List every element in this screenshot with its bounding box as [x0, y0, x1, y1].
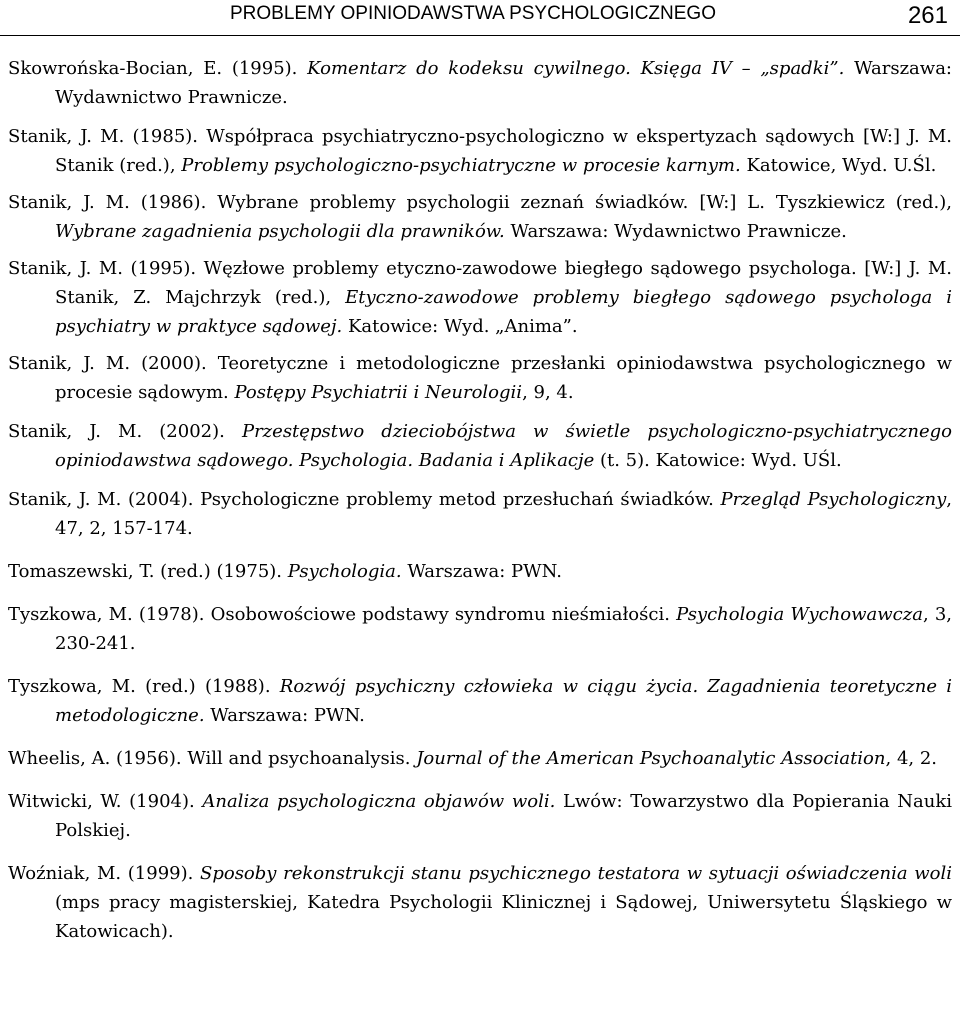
reference-text: Stanik, J. M. (2000). Teoretyczne i metodologiczne przesłanki opiniodawstwa psychologicznego w procesie sądowym.	[8, 353, 952, 403]
reference-text: Tyszkowa, M. (1978). Osobowościowe podstawy syndromu nieśmiałości.	[8, 604, 677, 625]
reference-title-italic: Sposoby rekonstrukcji stanu psychicznego testatora w sytuacji oświadczenia woli	[200, 863, 952, 884]
reference-text: Witwicki, W. (1904).	[8, 791, 203, 812]
reference-entry	[8, 557, 952, 586]
reference-entry	[8, 859, 952, 946]
reference-text: Wheelis, A. (1956). Will and psychoanalysis.	[8, 748, 417, 769]
reference-text: , 9, 4.	[522, 382, 574, 403]
reference-text: Stanik, J. M. (2004). Psychologiczne problemy metod przesłuchań świadków.	[8, 489, 721, 510]
reference-title-italic: Journal of the American Psychoanalytic Association	[416, 748, 886, 769]
reference-title-italic: Etyczno-zawodowe problemy biegłego sądowego psychologa i psychiatry w praktyce sądowej.	[55, 287, 952, 337]
reference-entry	[8, 600, 952, 658]
reference-title-italic: Analiza psychologiczna objawów woli.	[202, 791, 556, 812]
reference-text: Stanik, J. M. (1985). Współpraca psychiatryczno-psychologiczno w ekspertyzach sądowych [W:] J. M. Stanik (red.),	[8, 126, 952, 176]
reference-text: Warszawa: PWN.	[401, 561, 562, 582]
reference-text: Skowrońska-Bocian, E. (1995).	[8, 58, 308, 79]
reference-title-italic: Przegląd Psychologiczny	[720, 489, 947, 510]
reference-entry	[8, 417, 952, 475]
reference-text: , 47, 2, 157-174.	[55, 489, 952, 539]
reference-entry	[8, 54, 952, 112]
reference-entry	[8, 349, 952, 407]
reference-entry	[8, 122, 952, 180]
reference-entry	[8, 744, 952, 773]
reference-text: (t. 5). Katowice: Wyd. UŚl.	[594, 450, 842, 471]
reference-entry	[8, 254, 952, 341]
reference-text: Warszawa: Wydawnictwo Prawnicze.	[504, 221, 847, 242]
reference-text: Katowice, Wyd. U.Śl.	[740, 155, 937, 176]
reference-entry	[8, 787, 952, 845]
reference-entry	[8, 672, 952, 730]
reference-text: Katowice: Wyd. „Anima”.	[342, 316, 578, 337]
reference-title-italic: Problemy psychologiczno-psychiatryczne w procesie karnym.	[181, 155, 741, 176]
reference-text: Lwów: Towarzystwo dla Popierania Nauki Polskiej.	[55, 791, 953, 841]
running-header	[0, 0, 960, 36]
reference-title-italic: Komentarz do kodeksu cywilnego. Księga IV – „spadki”.	[307, 58, 845, 79]
reference-text: (mps pracy magisterskiej, Katedra Psychologii Klinicznej i Sądowej, Uniwersytetu Śląskiego w Katowicach).	[55, 892, 952, 942]
reference-text: Stanik, J. M. (1995). Węzłowe problemy etyczno-zawodowe biegłego sądowego psychologa. [W:] J. M. Stanik, Z. Majchrzyk (red.),	[8, 258, 952, 308]
reference-title-italic: Rozwój psychiczny człowieka w ciągu życia. Zagadnienia teoretyczne i metodologiczne.	[55, 676, 952, 726]
reference-title-italic: Postępy Psychiatrii i Neurologii	[234, 382, 523, 403]
reference-title-italic: Psychologia.	[287, 561, 402, 582]
reference-entry	[8, 188, 952, 246]
reference-text: Woźniak, M. (1999).	[8, 863, 200, 884]
reference-title-italic: Wybrane zagadnienia psychologii dla prawników.	[55, 221, 505, 242]
reference-text: , 4, 2.	[885, 748, 938, 769]
reference-text: Stanik, J. M. (2002).	[8, 421, 242, 442]
reference-text: Tyszkowa, M. (red.) (1988).	[8, 676, 280, 697]
page-number: 261	[907, 2, 948, 29]
reference-text: Warszawa: PWN.	[204, 705, 365, 726]
reference-entry	[8, 485, 952, 543]
reference-list	[8, 54, 952, 946]
reference-title-italic: Przestępstwo dzieciobójstwa w świetle psychologiczno-psychiatrycznego opiniodawstwa sądowego. Psychologia. Badania i Aplikacje	[55, 421, 952, 471]
reference-text: Warszawa: Wydawnictwo Prawnicze.	[55, 58, 952, 108]
running-header-title: PROBLEMY OPINIODAWSTWA PSYCHOLOGICZNEGO	[230, 3, 716, 24]
reference-text: Tomaszewski, T. (red.) (1975).	[8, 561, 288, 582]
reference-text: Stanik, J. M. (1986). Wybrane problemy psychologii zeznań świadków. [W:] L. Tyszkiewicz (red.),	[8, 192, 952, 213]
reference-title-italic: Psychologia Wychowawcza	[676, 604, 923, 625]
reference-text: , 3, 230-241.	[55, 604, 952, 654]
